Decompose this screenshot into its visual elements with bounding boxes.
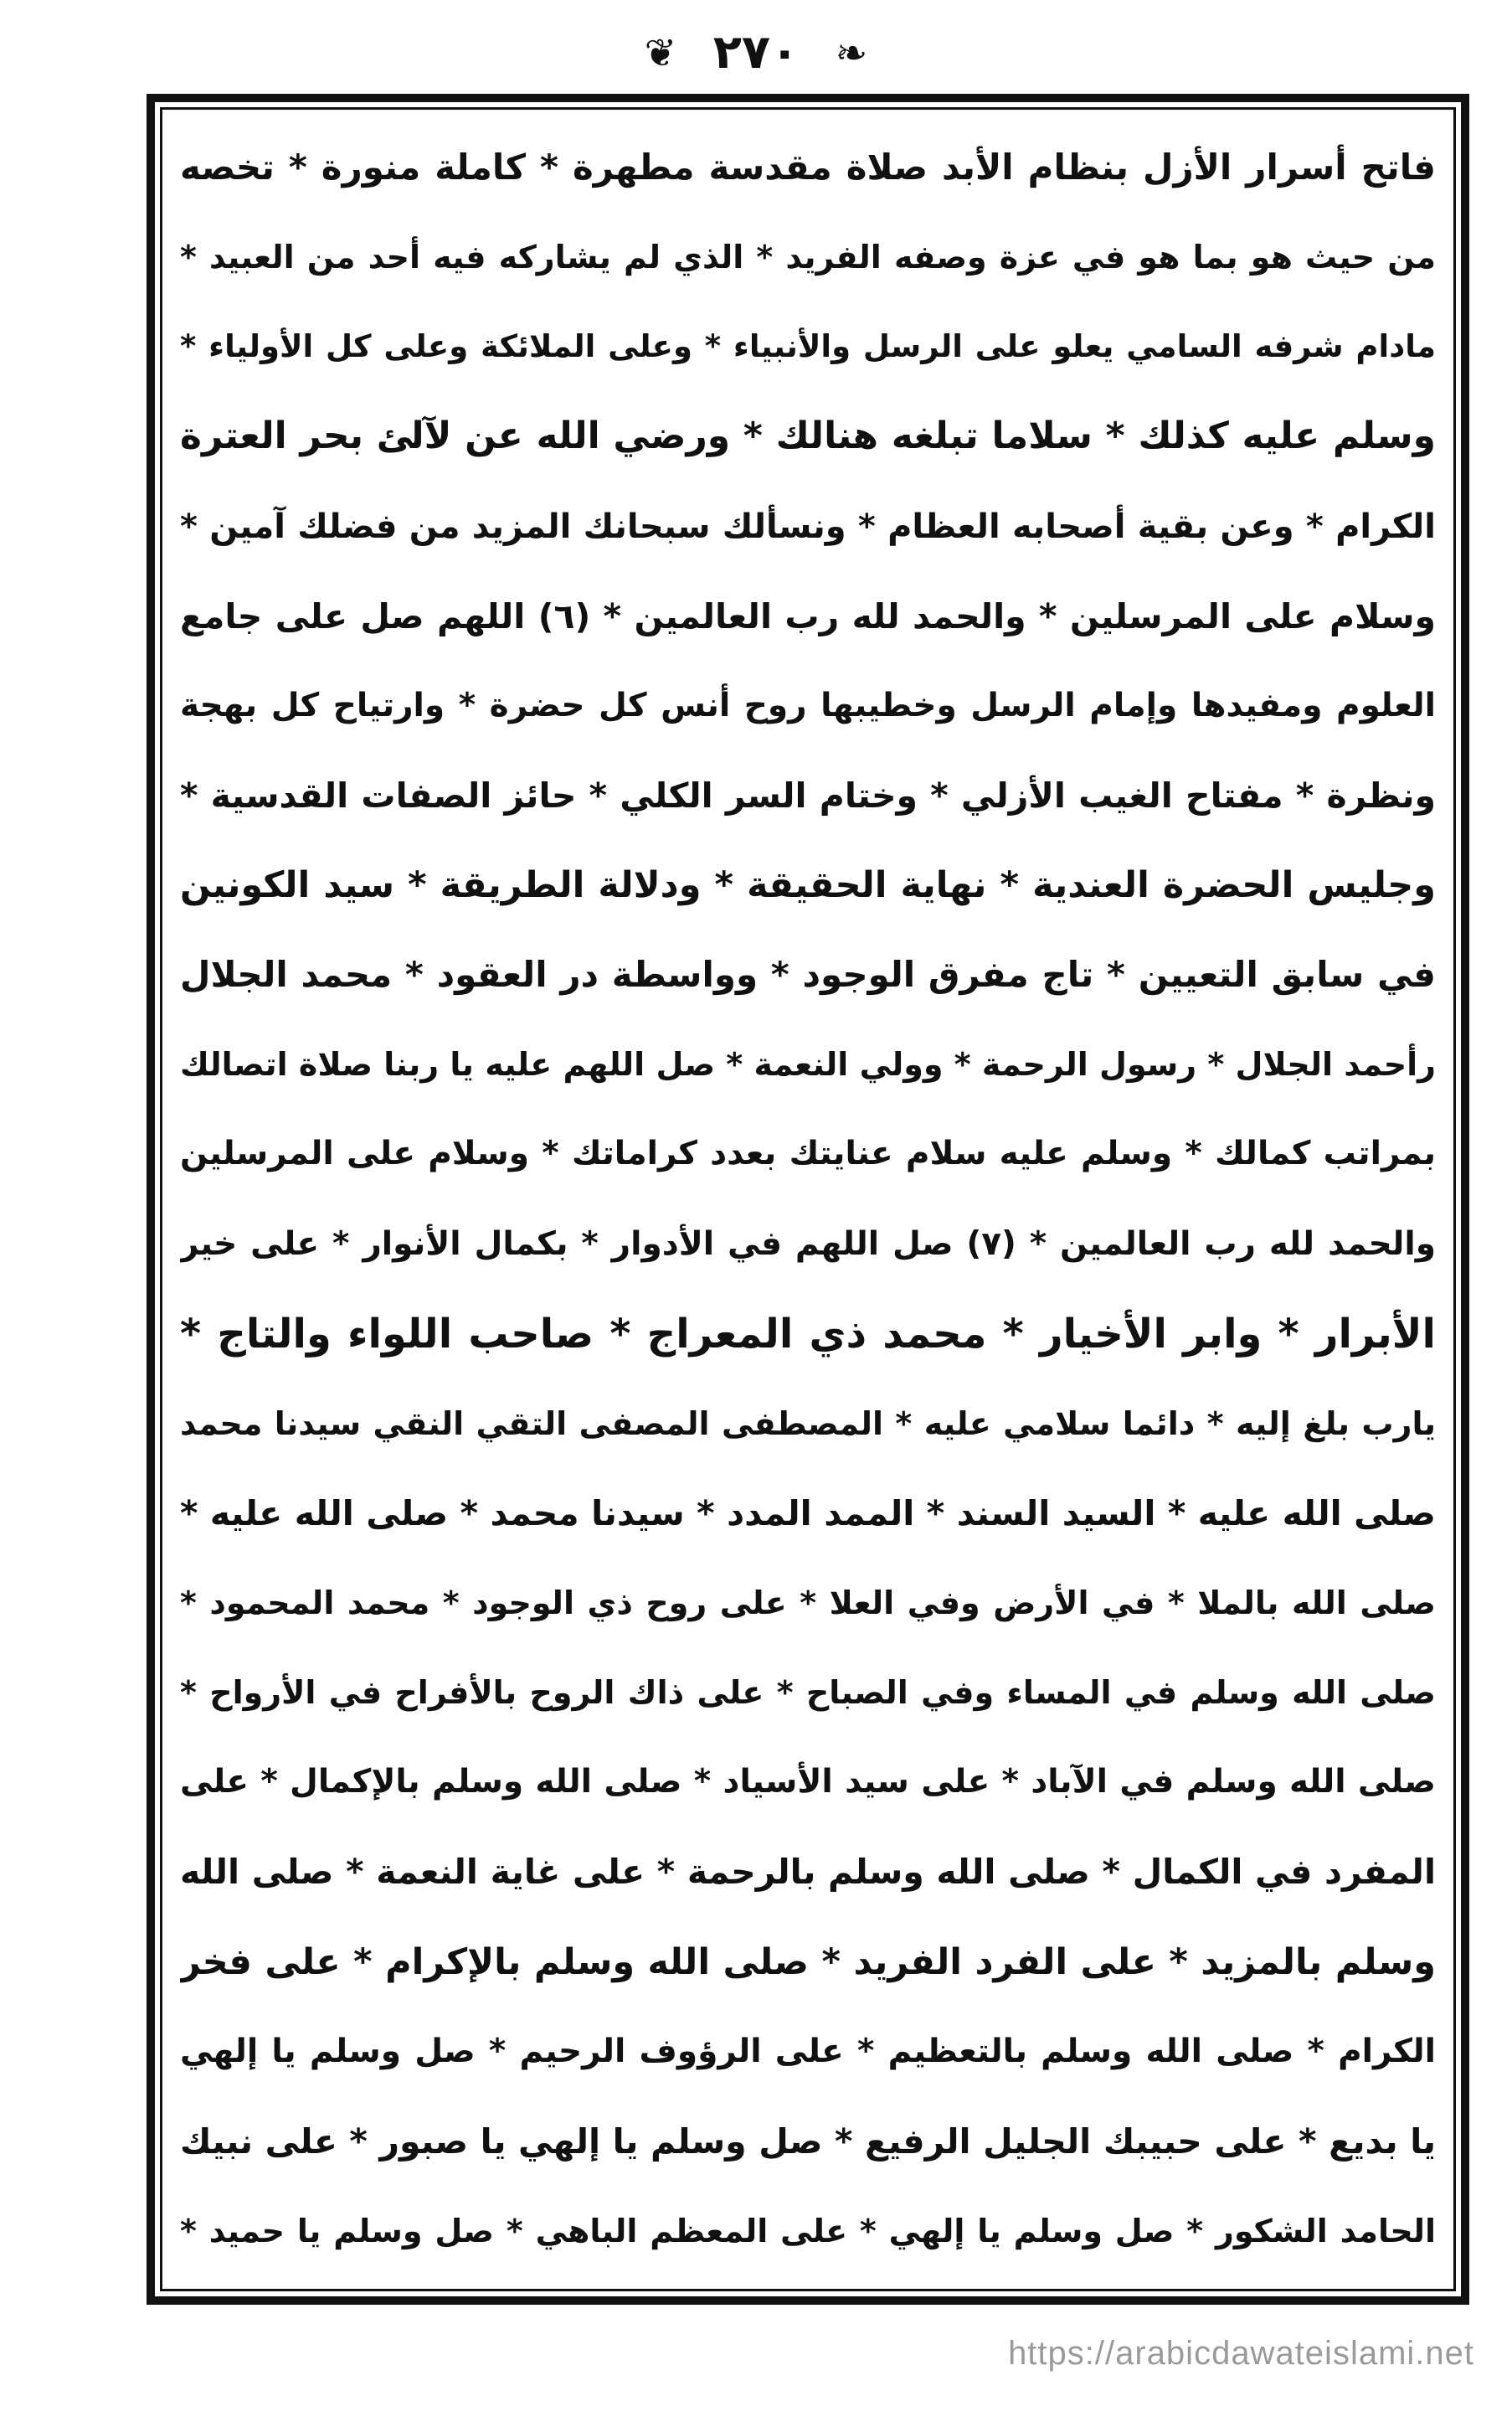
text-line: يا بديع * على حبيبك الجليل الرفيع * صل وسلم يا إلهي يا صبور * على نبيك [180,2120,1436,2162]
text-line: المفرد في الكمال * صلى الله وسلم بالرحمة * على غاية النعمة * صلى الله [180,1852,1436,1893]
text-line: الكرام * صلى الله وسلم بالتعظيم * على الرؤوف الرحيم * صل وسلم يا إلهي [180,2032,1436,2070]
text-line: صلى الله عليه * السيد السند * الممد المدد * سيدنا محمد * صلى الله عليه * [180,1492,1436,1533]
text-line: يارب بلغ إليه * دائما سلامي عليه * المصطفى المصفى التقي النقي سيدنا محمد [180,1404,1436,1442]
text-line: العلوم ومفيدها وإمام الرسل وخطيبها روح أنس كل حضرة * وارتياح كل بهجة [180,686,1436,724]
text-line: صلى الله وسلم في المساء وفي الصباح * على ذاك الروح بالأفراح في الأرواح * [180,1674,1436,1712]
text-line: صلى الله بالملا * في الأرض وفي العلا * على روح ذي الوجود * محمد المحمود * [180,1585,1436,1621]
body-text [180,127,1436,2271]
text-line: الكرام * وعن بقية أصحابه العظام * ونسألك سبحانك المزيد من فضلك آمين * [180,507,1436,546]
text-line: بمراتب كمالك * وسلم عليه سلام عنايتك بعدد كراماتك * وسلام على المرسلين [180,1135,1436,1173]
text-line: من حيث هو بما هو في عزة وصفه الفريد * الذي لم يشاركه فيه أحد من العبيد * [180,239,1436,276]
page-number: ٢٧٠ [712,24,800,80]
ornament-left-icon: ❦ [644,29,677,75]
ornament-right-icon: ❧ [835,29,868,75]
text-line: الأبرار * وابر الأخيار * محمد ذي المعراج * صاحب اللواء والتاج * [180,1310,1436,1358]
text-line: صلى الله وسلم في الآباد * على سيد الأسياد * صلى الله وسلم بالإكمال * على [180,1763,1436,1801]
page-header [0,17,1512,86]
text-line: والحمد لله رب العالمين * (٧) صل اللهم في الأدوار * بكمال الأنوار * على خير [180,1224,1436,1263]
text-line: وجليس الحضرة العندية * نهاية الحقيقة * ودلالة الطريقة * سيد الكونين [180,864,1436,906]
page-frame [147,94,1469,2305]
text-line: وسلم عليه كذلك * سلاما تبلغه هنالك * ورضي الله عن لآلئ بحر العترة [180,415,1436,458]
text-line: رأحمد الجلال * رسول الرحمة * وولي النعمة * صل اللهم عليه يا ربنا صلاة اتصالك [180,1046,1436,1084]
watermark-url: https://arabicdawateislami.net [1008,2335,1474,2372]
text-line: في سابق التعيين * تاج مفرق الوجود * وواسطة در العقود * محمد الجلال [180,954,1436,996]
text-line: مادام شرفه السامي يعلو على الرسل والأنبياء * وعلى الملائكة وعلى كل الأولياء * [180,328,1436,365]
text-line: وسلم بالمزيد * على الفرد الفريد * صلى الله وسلم بالإكرام * على فخر [180,1940,1436,1983]
text-line: فاتح أسرار الأزل بنظام الأبد صلاة مقدسة مطهرة * كاملة منورة * تخصه [180,147,1436,188]
text-line: ونظرة * مفتاح الغيب الأزلي * وختام السر الكلي * حائز الصفات القدسية * [180,775,1436,816]
text-line: وسلام على المرسلين * والحمد لله رب العالمين * (٦) اللهم صل على جامع [180,595,1436,636]
text-line: الحامد الشكور * صل وسلم يا إلهي * على المعظم الباهي * صل وسلم يا حميد * [180,2212,1436,2249]
